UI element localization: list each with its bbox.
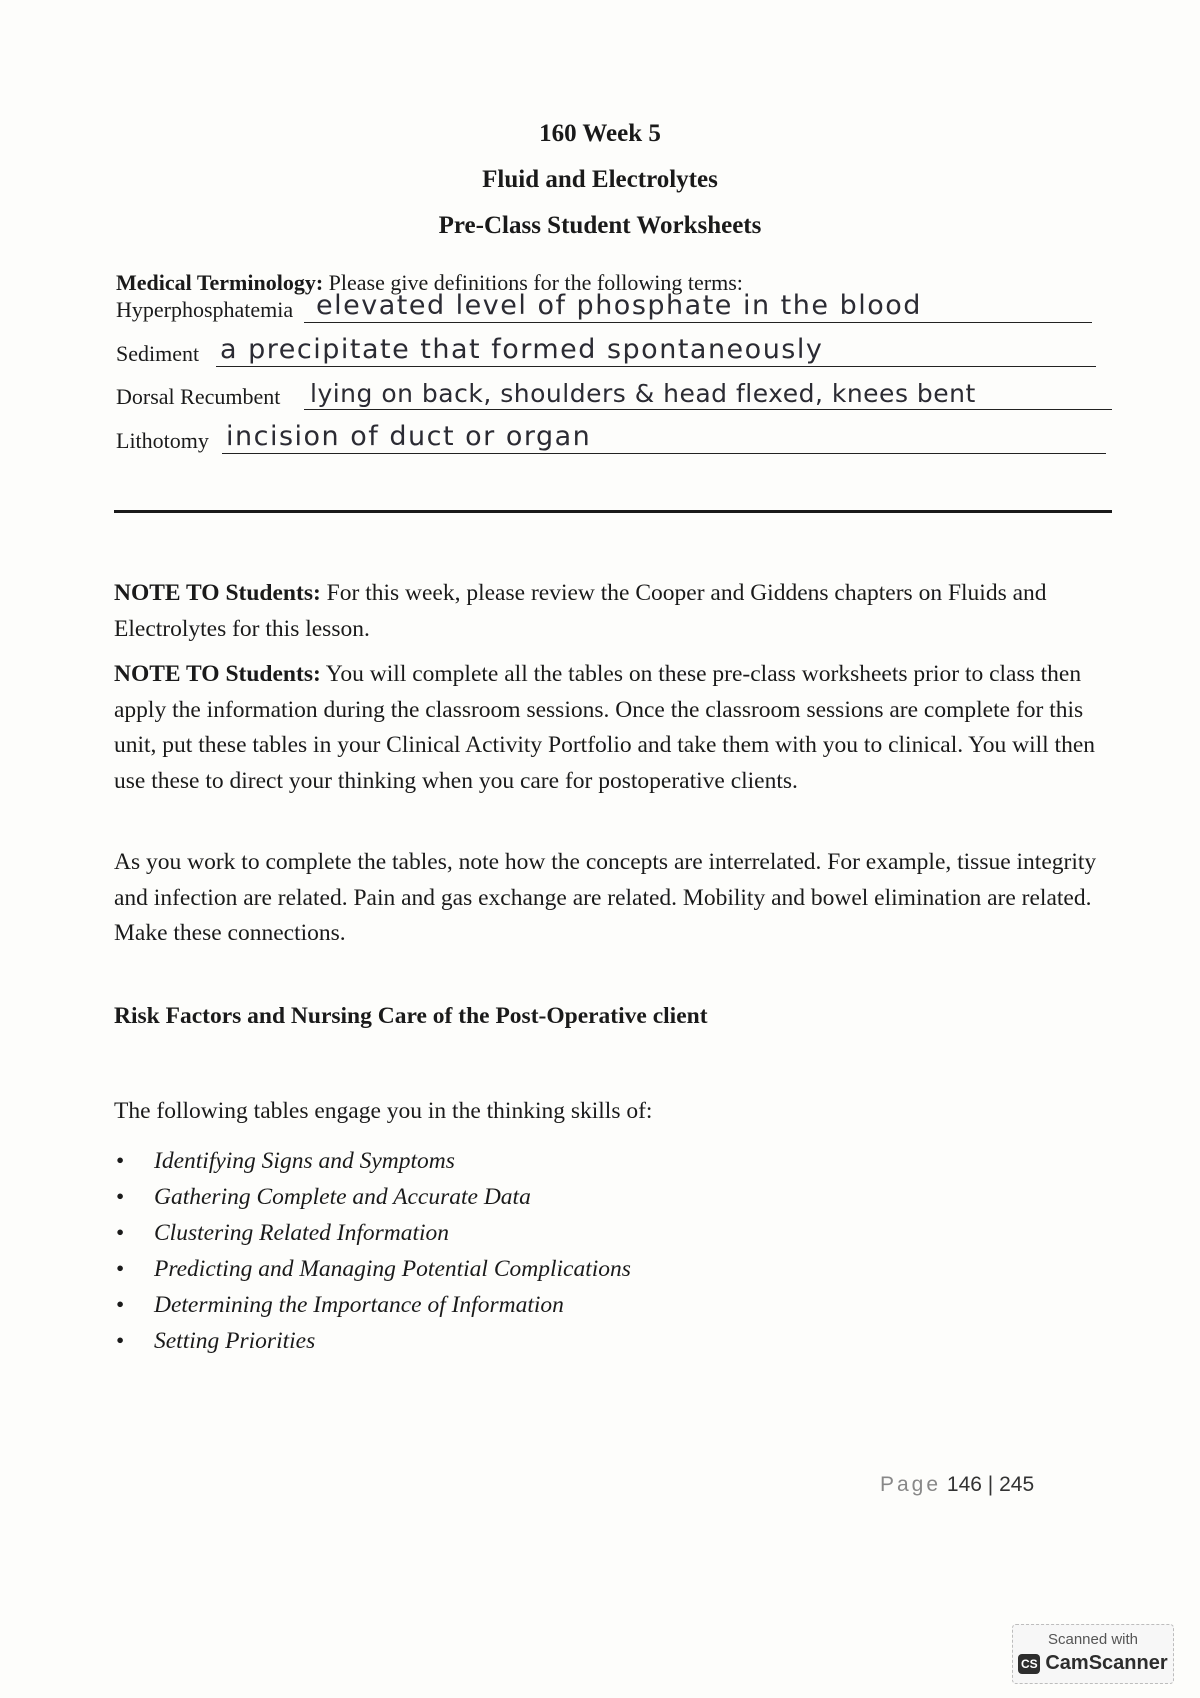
list-item [114,1328,631,1364]
page-word: Page [880,1473,942,1496]
term-row-sediment [116,333,1116,373]
list-item [114,1148,631,1184]
term-row-lithotomy [116,420,1116,460]
note-complete-tables [114,657,1114,799]
camscanner-watermark [1012,1624,1174,1684]
answer-line [216,366,1096,367]
answer-line [304,322,1092,323]
skill-text: Predicting and Managing Potential Complications [154,1256,631,1282]
skill-text: Identifying Signs and Symptoms [154,1148,455,1174]
note-review-chapters [114,576,1114,647]
note-text: You will complete all the tables on these pre-class worksheets prior to class then apply the information during the classroom sessions. Once the classroom sessions are complete for this unit, put these tables in your Clinical Activity Portfolio and take them with you to clinical. You will then use these to direct your thinking when you care for postoperative clients. [114,661,1096,794]
term-label: Sediment [116,341,200,366]
list-item [114,1220,631,1256]
page-separator: | [987,1473,994,1496]
current-page: 146 [946,1473,982,1496]
terminology-heading-instructions: Please give definitions for the following terms: [323,270,743,295]
list-item [114,1256,631,1292]
watermark-brand-name: CamScanner [1045,1652,1168,1674]
list-item [114,1184,631,1220]
skill-text: Determining the Importance of Information [154,1292,564,1318]
term-row-hyperphosphatemia [116,289,1116,329]
handwritten-answer[interactable]: elevated level of phosphate in the blood [316,290,922,321]
unit-title: Fluid and Electrolytes [482,166,718,193]
watermark-brand [1013,1652,1173,1675]
bullet-icon: • [116,1328,125,1354]
bullet-icon: • [116,1148,125,1174]
section-divider [114,510,1112,513]
course-title: 160 Week 5 [539,120,661,147]
note-text: For this week, please review the Cooper and Giddens chapters on Fluids and Electrolytes for this lesson. [114,580,1047,642]
term-label: Lithotomy [116,428,209,453]
skills-intro: The following tables engage you in the thinking skills of: [114,1098,653,1124]
bullet-icon: • [116,1256,125,1282]
bullet-icon: • [116,1292,125,1318]
answer-line [222,453,1106,454]
skill-text: Gathering Complete and Accurate Data [154,1184,531,1210]
handwritten-answer[interactable]: lying on back, shoulders & head flexed, knees bent [310,379,976,408]
bullet-icon: • [116,1184,125,1210]
worksheet-title: Pre-Class Student Worksheets [438,212,762,239]
term-label: Hyperphosphatemia [116,297,294,322]
handwritten-answer[interactable]: a precipitate that formed spontaneously [220,334,824,365]
note-interrelated-concepts: As you work to complete the tables, note how the concepts are interrelated. For example, tissue integrity and infection are related. Pain and gas exchange are related. Mobility and bowel elimination are related. Make these connections. [114,849,1097,946]
thinking-skills-list [114,1148,631,1364]
note-label: NOTE TO Students: [114,661,321,687]
total-pages: 245 [999,1473,1035,1496]
page-number [880,1473,1034,1497]
watermark-caption: Scanned with [1047,1631,1139,1648]
term-row-dorsal-recumbent [116,376,1136,416]
handwritten-answer[interactable]: incision of duct or organ [226,421,592,452]
skill-text: Setting Priorities [154,1328,316,1354]
terminology-heading-label: Medical Terminology: [116,270,324,295]
answer-line [304,409,1112,410]
bullet-icon: • [116,1220,125,1246]
note-label: NOTE TO Students: [114,580,321,606]
term-label: Dorsal Recumbent [116,384,281,409]
section-heading: Risk Factors and Nursing Care of the Post-Operative client [114,1003,708,1029]
list-item [114,1292,631,1328]
camscanner-logo-icon: CS [1018,1654,1040,1674]
skill-text: Clustering Related Information [154,1220,450,1246]
